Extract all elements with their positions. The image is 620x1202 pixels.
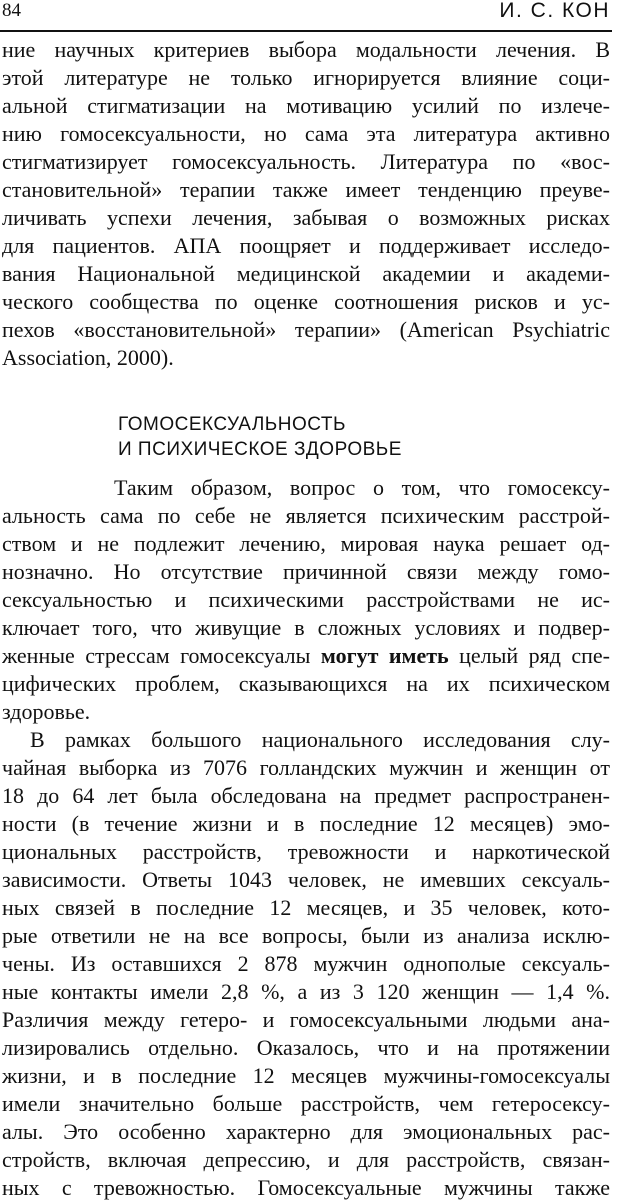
text-line: ческого сообщества по оценке соотношения рисков и ус-	[2, 289, 610, 314]
paragraph-intro	[2, 474, 610, 726]
text-line: 18 до 64 лет была обследована на предмет распространен-	[2, 783, 610, 808]
section-heading-line: И ПСИХИЧЕСКОЕ ЗДОРОВЬЕ	[118, 439, 402, 460]
text-line: Различия между гетеро- и гомосексуальными людьми ана-	[2, 1007, 610, 1032]
text-line: становительной» терапии также имеет тенденцию преуве-	[2, 177, 610, 202]
text-segment: целый ряд спе-	[448, 643, 610, 668]
text-line: имели значительно больше расстройств, чем гетеросексу-	[2, 1091, 610, 1116]
text-line: рые ответили не на все вопросы, были из анализа исклю-	[2, 923, 610, 948]
text-line: циональных расстройств, тревожности и наркотической	[2, 839, 610, 864]
text-line: жизни, и в последние 12 месяцев мужчины-гомосексуалы	[2, 1063, 610, 1088]
paragraph-continued	[2, 36, 610, 372]
text-line: ных связей в последние 12 месяцев, и 35 человек, кото-	[2, 895, 610, 920]
text-line: здоровье.	[2, 699, 91, 724]
text-line: алы. Это особенно характерно для эмоциональных рас-	[2, 1119, 610, 1144]
section-heading-line: ГОМОСЕКСУАЛЬНОСТЬ	[118, 414, 346, 435]
text-line: ности (в течение жизни и в последние 12 месяцев) эмо-	[2, 811, 610, 836]
text-line: ством и не подлежит лечению, мировая наука решает од-	[2, 531, 610, 556]
text-line: ние научных критериев выбора модальности лечения. В	[2, 37, 610, 62]
text-line	[2, 642, 610, 670]
text-line: цифических проблем, сказывающихся на их психическом	[2, 671, 610, 696]
text-line: нию гомосексуальности, но сама эта литература активно	[2, 121, 610, 146]
text-line: этой литературе не только игнорируется влияние соци-	[2, 65, 610, 90]
text-line: нозначно. Но отсутствие причинной связи между гомо-	[2, 559, 610, 584]
page-number: 84	[2, 0, 21, 21]
text-line: Таким образом, вопрос о том, что гомосексу-	[114, 475, 610, 500]
text-line: альность сама по себе не является психическим расстрой-	[2, 503, 610, 528]
text-line: Association, 2000).	[2, 345, 174, 370]
text-line: лизировались отдельно. Оказалось, что и на протяжении	[2, 1035, 610, 1060]
running-header	[2, 0, 610, 30]
header-rule	[0, 30, 612, 32]
running-head-author: И. С. КОН	[499, 0, 610, 22]
text-line: вания Национальной медицинской академии и академи-	[2, 261, 610, 286]
text-line: ных с тревожностью. Гомосексуальные мужчины также	[2, 1175, 610, 1200]
text-line: чайная выборка из 7076 голландских мужчин и женщин от	[2, 755, 610, 780]
emphasized-text: могут иметь	[320, 643, 449, 668]
text-line: В рамках большого национального исследования слу-	[30, 727, 610, 752]
text-segment: женные стрессам гомосексуалы	[2, 643, 321, 668]
text-line: для пациентов. АПА поощряет и поддерживает исследо-	[2, 233, 610, 258]
paragraph-study	[2, 726, 610, 1202]
text-line: стройств, включая депрессию, и для расстройств, связан-	[2, 1147, 610, 1172]
text-line: сексуальностью и психическими расстройствами не ис-	[2, 587, 610, 612]
section-heading	[2, 412, 610, 462]
text-line: чены. Из оставшихся 2 878 мужчин однополые сексуаль-	[2, 951, 610, 976]
page-body	[2, 36, 610, 1202]
text-line: ключает того, что живущие в сложных условиях и подвер-	[2, 615, 610, 640]
text-line: стигматизирует гомосексуальность. Литература по «вос-	[2, 149, 610, 174]
text-line: ные контакты имели 2,8 %, а из 3 120 женщин — 1,4 %.	[2, 979, 610, 1004]
text-line: альной стигматизации на мотивацию усилий по излече-	[2, 93, 610, 118]
text-line: пехов «восстановительной» терапии» (American Psychiatric	[2, 317, 610, 342]
text-line: зависимости. Ответы 1043 человек, не имевших сексуаль-	[2, 867, 610, 892]
text-line: личивать успехи лечения, забывая о возможных рисках	[2, 205, 610, 230]
